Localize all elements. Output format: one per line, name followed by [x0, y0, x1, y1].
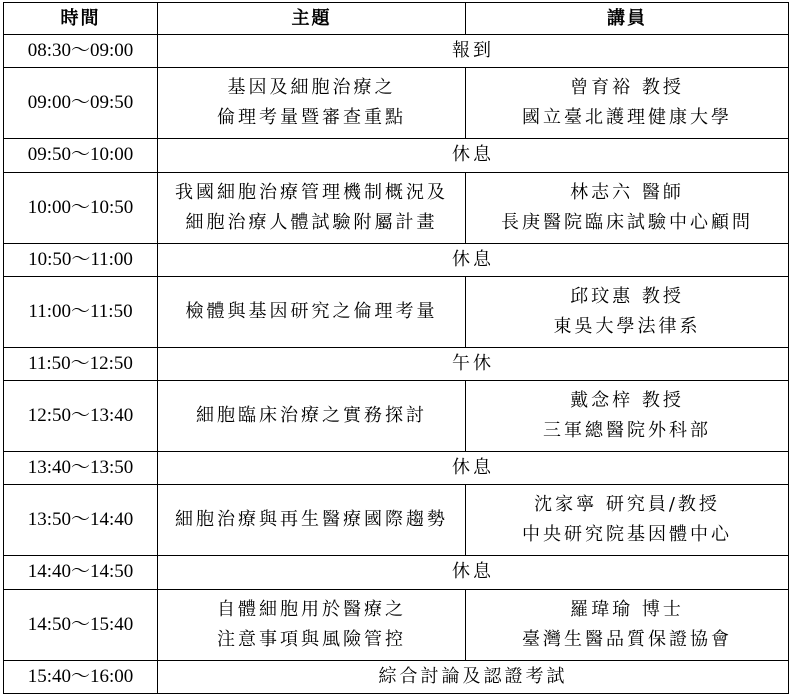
speaker-cell — [466, 172, 789, 243]
header-topic: 主題 — [158, 3, 466, 35]
event-cell: 休息 — [158, 139, 789, 172]
topic-line: 注意事項與風險管控 — [217, 628, 406, 650]
time-cell: 08:30～09:00 — [4, 35, 158, 68]
time-cell: 10:00～10:50 — [4, 172, 158, 243]
speaker-affiliation: 臺灣生醫品質保證協會 — [522, 628, 732, 650]
topic-line: 檢體與基因研究之倫理考量 — [185, 300, 438, 322]
event-cell: 午休 — [158, 347, 789, 380]
schedule-row — [4, 556, 789, 589]
speaker-affiliation: 長庚醫院臨床試驗中心顧問 — [501, 211, 753, 233]
time-cell: 13:40～13:50 — [4, 452, 158, 485]
schedule-table — [3, 2, 789, 694]
time-cell: 14:50～15:40 — [4, 589, 158, 660]
speaker-name: 戴念梓 教授 — [570, 390, 684, 412]
speaker-name: 羅瑋瑜 博士 — [570, 598, 684, 620]
time-cell: 15:40～16:00 — [4, 660, 158, 694]
speaker-name: 邱玟惠 教授 — [570, 285, 684, 307]
time-cell: 13:50～14:40 — [4, 485, 158, 556]
speaker-cell — [466, 276, 789, 347]
schedule-row — [4, 589, 789, 660]
header-row — [4, 3, 789, 35]
topic-cell — [158, 172, 466, 243]
time-cell: 09:50～10:00 — [4, 139, 158, 172]
schedule-row — [4, 35, 789, 68]
time-cell: 14:40～14:50 — [4, 556, 158, 589]
schedule-row — [4, 381, 789, 452]
schedule-row — [4, 172, 789, 243]
time-cell: 09:00～09:50 — [4, 68, 158, 139]
event-cell: 綜合討論及認證考試 — [158, 660, 789, 694]
schedule-row — [4, 276, 789, 347]
speaker-affiliation: 三軍總醫院外科部 — [543, 420, 711, 442]
topic-line: 倫理考量暨審查重點 — [217, 107, 406, 129]
topic-cell — [158, 68, 466, 139]
speaker-cell — [466, 68, 789, 139]
topic-line: 基因及細胞治療之 — [227, 77, 396, 99]
speaker-cell — [466, 381, 789, 452]
speaker-name: 林志六 醫師 — [570, 181, 684, 203]
topic-cell — [158, 381, 466, 452]
event-cell: 休息 — [158, 243, 789, 276]
speaker-name: 沈家寧 研究員/教授 — [534, 494, 720, 516]
schedule-row — [4, 68, 789, 139]
time-cell: 11:50～12:50 — [4, 347, 158, 380]
schedule-row — [4, 452, 789, 485]
event-cell: 報到 — [158, 35, 789, 68]
speaker-affiliation: 國立臺北護理健康大學 — [522, 107, 732, 129]
speaker-affiliation: 東吳大學法律系 — [553, 315, 701, 337]
time-cell: 11:00～11:50 — [4, 276, 158, 347]
speaker-name: 曾育裕 教授 — [570, 77, 684, 99]
event-cell: 休息 — [158, 556, 789, 589]
time-cell: 12:50～13:40 — [4, 381, 158, 452]
speaker-affiliation: 中央研究院基因體中心 — [522, 524, 732, 546]
topic-cell — [158, 276, 466, 347]
topic-line: 我國細胞治療管理機制概況及 — [175, 181, 448, 203]
schedule-row — [4, 347, 789, 380]
topic-line: 細胞治療與再生醫療國際趨勢 — [175, 509, 448, 531]
header-speaker: 講員 — [466, 3, 789, 35]
topic-line: 細胞臨床治療之實務探討 — [196, 405, 427, 427]
speaker-cell — [466, 589, 789, 660]
topic-cell — [158, 485, 466, 556]
topic-cell — [158, 589, 466, 660]
topic-line: 細胞治療人體試驗附屬計畫 — [185, 211, 438, 233]
schedule-body — [4, 35, 789, 694]
schedule-row — [4, 485, 789, 556]
schedule-row — [4, 243, 789, 276]
time-cell: 10:50～11:00 — [4, 243, 158, 276]
speaker-cell — [466, 485, 789, 556]
topic-line: 自體細胞用於醫療之 — [217, 598, 406, 620]
header-time: 時間 — [4, 3, 158, 35]
schedule-row — [4, 660, 789, 694]
event-cell: 休息 — [158, 452, 789, 485]
schedule-row — [4, 139, 789, 172]
